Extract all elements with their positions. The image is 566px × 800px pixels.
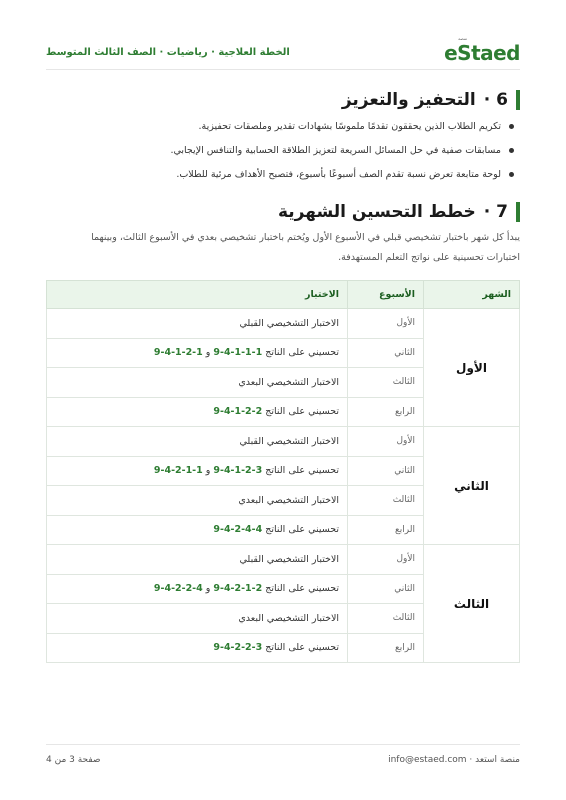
outcome-code: 9-4-1-2-3 bbox=[213, 465, 263, 477]
page-number: صفحة 3 من 4 bbox=[46, 754, 101, 765]
section-7-intro bbox=[46, 228, 520, 268]
heading-accent-bar bbox=[516, 90, 520, 110]
list-item: مسابقات صفية في حل المسائل السريعة لتعزيز الطلاقة الحسابية والتنافس الإيجابي. bbox=[46, 144, 514, 157]
week-cell: الرابع bbox=[348, 515, 424, 545]
bullet-icon bbox=[509, 124, 514, 129]
outcome-code: 9-4-1-2-2 bbox=[213, 406, 263, 418]
month-cell: الثالث bbox=[424, 545, 520, 663]
footer-contact: منصة استعد · info@estaed.com bbox=[388, 754, 520, 765]
week-cell: الأول bbox=[348, 309, 424, 339]
document-title: الخطة العلاجية · رياضيات · الصف الثالث المتوسط bbox=[46, 47, 290, 58]
bullet-icon bbox=[509, 172, 514, 177]
motivation-list bbox=[46, 120, 520, 181]
outcome-code: 9-4-2-1-1 bbox=[153, 465, 203, 477]
outcome-code: 9-4-2-1-2 bbox=[213, 583, 263, 595]
test-cell: تحسيني على الناتج 9-4-1-2-2 bbox=[47, 397, 348, 427]
test-cell: الاختبار التشخيصي القبلي bbox=[47, 427, 348, 457]
table-row bbox=[47, 309, 520, 339]
monthly-plan-table bbox=[46, 280, 520, 663]
test-cell: الاختبار التشخيصي القبلي bbox=[47, 309, 348, 339]
heading-accent-bar bbox=[516, 202, 520, 222]
section-6-heading bbox=[46, 90, 520, 110]
week-cell: الثاني bbox=[348, 338, 424, 368]
month-cell: الثاني bbox=[424, 427, 520, 545]
list-item: تكريم الطلاب الذين يحققون تقدمًا ملموسًا بشهادات تقدير وملصقات تحفيزية. bbox=[46, 120, 514, 133]
column-header-month: الشهر bbox=[424, 281, 520, 309]
list-item: لوحة متابعة تعرض نسبة تقدم الصف أسبوعًا بأسبوع، فتصبح الأهداف مرئية للطلاب. bbox=[46, 168, 514, 181]
test-cell: تحسيني على الناتج 9-4-2-1-2 و 9-4-2-2-4 bbox=[47, 574, 348, 604]
test-cell: تحسيني على الناتج 9-4-1-2-3 و 9-4-2-1-1 bbox=[47, 456, 348, 486]
section-7-title: خطط التحسين الشهرية bbox=[277, 202, 476, 222]
test-cell: الاختبار التشخيصي البعدي bbox=[47, 486, 348, 516]
week-cell: الثالث bbox=[348, 368, 424, 398]
section-7-number: 7 · bbox=[483, 202, 508, 222]
test-cell: الاختبار التشخيصي البعدي bbox=[47, 368, 348, 398]
column-header-week: الأسبوع bbox=[348, 281, 424, 309]
week-cell: الثالث bbox=[348, 486, 424, 516]
week-cell: الأول bbox=[348, 427, 424, 457]
column-header-test: الاختبار bbox=[47, 281, 348, 309]
logo-small-text: منصة bbox=[458, 35, 468, 41]
table-header-row bbox=[47, 281, 520, 309]
week-cell: الثاني bbox=[348, 574, 424, 604]
week-cell: الثاني bbox=[348, 456, 424, 486]
outcome-code: 9-4-2-2-3 bbox=[213, 642, 263, 654]
month-cell: الأول bbox=[424, 309, 520, 427]
section-6-number: 6 · bbox=[483, 90, 508, 110]
outcome-code: 9-4-1-2-1 bbox=[153, 347, 203, 359]
section-6-title: التحفيز والتعزيز bbox=[341, 90, 476, 110]
test-cell: الاختبار التشخيصي البعدي bbox=[47, 604, 348, 634]
outcome-code: 9-4-2-4-4 bbox=[213, 524, 263, 536]
estaed-logo bbox=[444, 35, 520, 65]
test-cell: تحسيني على الناتج 9-4-1-1-1 و 9-4-1-2-1 bbox=[47, 338, 348, 368]
week-cell: الثالث bbox=[348, 604, 424, 634]
table-row bbox=[47, 427, 520, 457]
table-row bbox=[47, 545, 520, 575]
intro-line: اختبارات تحسينية على نواتج التعلم المستهدفة. bbox=[338, 252, 520, 263]
section-motivation bbox=[46, 90, 520, 192]
test-cell: تحسيني على الناتج 9-4-2-2-3 bbox=[47, 633, 348, 663]
page-footer bbox=[46, 744, 520, 774]
outcome-code: 9-4-1-1-1 bbox=[213, 347, 263, 359]
week-cell: الرابع bbox=[348, 633, 424, 663]
logo-text: eStaed bbox=[444, 40, 520, 65]
week-cell: الأول bbox=[348, 545, 424, 575]
test-cell: تحسيني على الناتج 9-4-2-4-4 bbox=[47, 515, 348, 545]
bullet-icon bbox=[509, 148, 514, 153]
week-cell: الرابع bbox=[348, 397, 424, 427]
intro-line: يبدأ كل شهر باختبار تشخيصي قبلي في الأسبوع الأول ويُختم باختبار تشخيصي بعدي في الأسبوع الثالث، وبينهما bbox=[91, 232, 520, 243]
section-monthly-plans bbox=[46, 202, 520, 268]
test-cell: الاختبار التشخيصي القبلي bbox=[47, 545, 348, 575]
outcome-code: 9-4-2-2-4 bbox=[153, 583, 203, 595]
section-7-heading bbox=[46, 202, 520, 222]
page-header bbox=[46, 36, 520, 70]
